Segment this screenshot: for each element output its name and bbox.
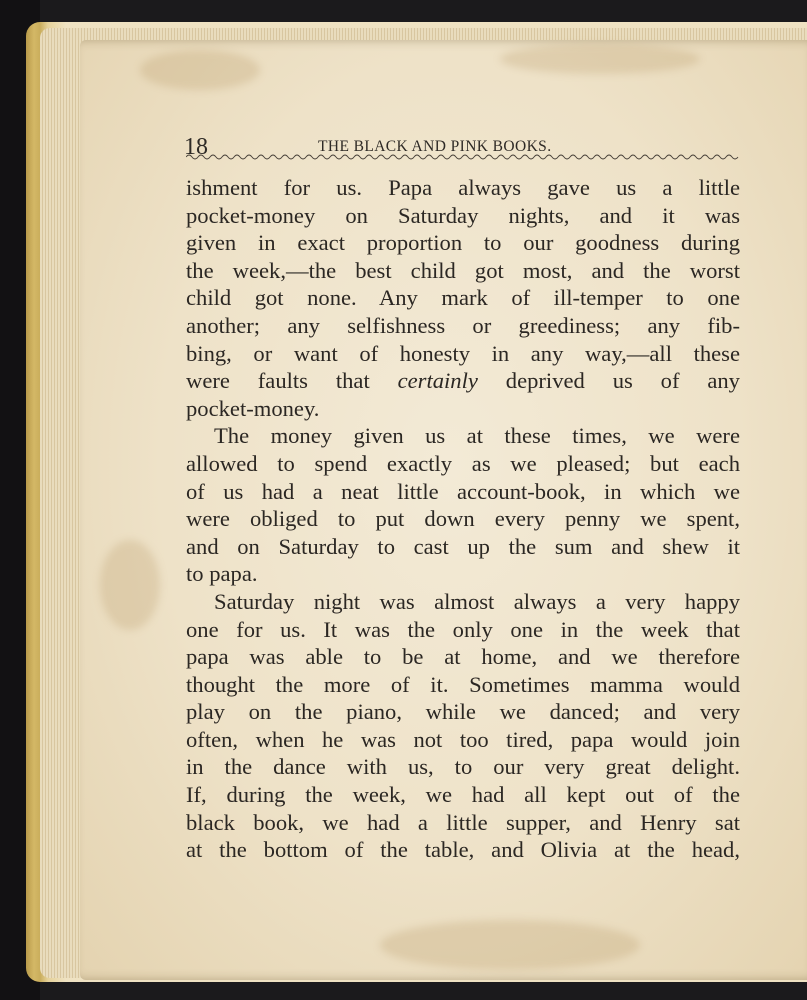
text-line: black book, we had a little supper, and Henry sat (186, 809, 740, 835)
stain (500, 44, 700, 74)
text-line: in the dance with us, to our very great delight. (186, 754, 740, 780)
text-line: bing, or want of honesty in any way,—all these (186, 340, 740, 366)
stain (100, 540, 160, 630)
text-line: papa was able to be at home, and we therefore (186, 644, 740, 670)
text-line (186, 367, 740, 395)
text-line: at the bottom of the table, and Olivia at the head, (186, 837, 740, 863)
text-line: given in exact proportion to our goodness during (186, 230, 740, 256)
running-title: THE BLACK AND PINK BOOKS. (318, 138, 552, 155)
text-fragment: were faults that (186, 368, 370, 394)
text-line: were obliged to put down every penny we spent, (186, 506, 740, 532)
text-line: pocket-money. (186, 395, 320, 421)
text-line: of us had a neat little account-book, in which we (186, 478, 740, 504)
text-line: The money given us at these times, we were (214, 423, 740, 449)
body-text (186, 174, 740, 864)
text-fragment: deprived us of any (505, 368, 740, 394)
text-line: play on the piano, while we danced; and very (186, 699, 740, 725)
text-line: If, during the week, we had all kept out of the (186, 782, 740, 808)
stain (140, 50, 260, 90)
text-line: often, when he was not too tired, papa would join (186, 726, 740, 752)
page-number: 18 (184, 134, 208, 160)
italic-emphasis: certainly (397, 368, 478, 394)
stain (380, 920, 640, 970)
text-line: thought the more of it. Sometimes mamma would (186, 671, 740, 697)
text-line: and on Saturday to cast up the sum and shew it (186, 533, 740, 559)
text-line: to papa. (186, 561, 258, 587)
text-line: one for us. It was the only one in the week that (186, 616, 740, 642)
text-line: allowed to spend exactly as we pleased; but each (186, 450, 740, 476)
text-line: another; any selfishness or greediness; any fib- (186, 312, 740, 338)
text-line: child got none. Any mark of ill-temper to one (186, 285, 740, 311)
text-line: pocket-money on Saturday nights, and it was (186, 202, 740, 228)
text-line: ishment for us. Papa always gave us a little (186, 175, 740, 200)
text-line: the week,—the best child got most, and the worst (186, 257, 740, 283)
text-line: Saturday night was almost always a very happy (214, 588, 740, 614)
header-wavy-rule (186, 150, 740, 164)
